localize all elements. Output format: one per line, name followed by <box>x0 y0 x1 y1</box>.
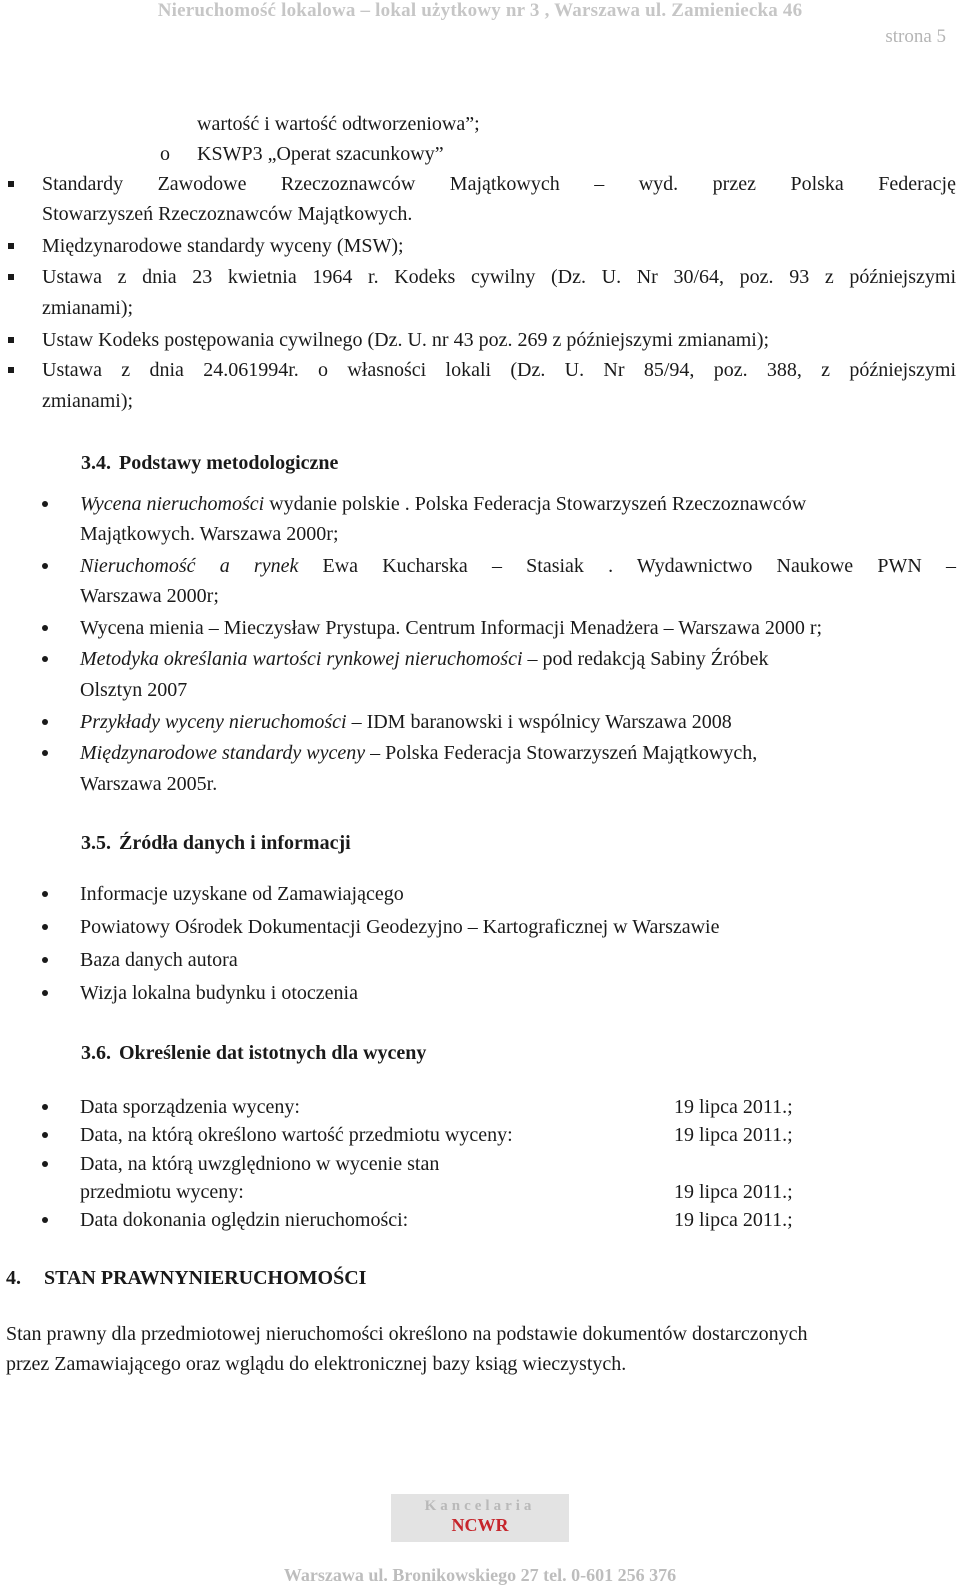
item-text: – IDM baranowski i wspólnicy Warszawa 2008 <box>346 711 732 733</box>
bullet-icon <box>42 1132 48 1138</box>
bibliography-item <box>80 741 757 765</box>
bibliography-item <box>80 710 732 734</box>
paragraph-line: Stan prawny dla przedmiotowej nieruchomości określono na podstawie dokumentów dostarczonych <box>6 1323 808 1345</box>
section-number: 3.5. <box>81 832 111 854</box>
item-italic-title: Międzynarodowe standardy wyceny <box>80 742 366 764</box>
square-bullet-icon <box>8 274 14 280</box>
legal-source-item-cont: Stowarzyszeń Rzeczoznawców Majątkowych. <box>42 203 413 225</box>
section-heading-3-4 <box>81 451 338 475</box>
bibliography-item <box>80 647 769 671</box>
date-value: 19 lipca 2011.; <box>674 1124 793 1146</box>
legal-source-item: Ustawa z dnia 23 kwietnia 1964 r. Kodeks cywilny (Dz. U. Nr 30/64, poz. 93 z późniejszymi <box>42 266 956 288</box>
bullet-icon <box>42 924 48 930</box>
hollow-bullet-icon: o <box>160 143 170 165</box>
date-value: 19 lipca 2011.; <box>674 1181 793 1203</box>
section-heading-4 <box>6 1266 366 1290</box>
item-text: Ewa Kucharska – Stasiak . Wydawnictwo Naukowe PWN – <box>298 555 956 577</box>
date-label: Data dokonania oględzin nieruchomości: <box>80 1209 409 1231</box>
bibliography-item <box>80 554 956 578</box>
square-bullet-icon <box>8 367 14 373</box>
bullet-icon <box>42 563 48 569</box>
square-bullet-icon <box>8 243 14 249</box>
bullet-icon <box>42 1161 48 1167</box>
bullet-icon <box>42 1217 48 1223</box>
paragraph-line: przez Zamawiającego oraz wglądu do elektronicznej bazy ksiąg wieczystych. <box>6 1353 627 1375</box>
bullet-icon <box>42 1104 48 1110</box>
date-label: Data sporządzenia wyceny: <box>80 1096 300 1118</box>
legal-source-item: Ustaw Kodeks postępowania cywilnego (Dz. U. nr 43 poz. 269 z późniejszymi zmianami); <box>42 329 770 351</box>
bullet-icon <box>42 719 48 725</box>
bullet-icon <box>42 990 48 996</box>
item-italic-title: Nieruchomość a rynek <box>80 555 299 577</box>
bibliography-item: Wycena mienia – Mieczysław Prystupa. Centrum Informacji Menadżera – Warszawa 2000 r; <box>80 617 823 639</box>
source-item: Baza danych autora <box>80 949 238 971</box>
date-label: Data, na którą uwzględniono w wycenie stan <box>80 1153 440 1175</box>
legal-source-item-cont: zmianami); <box>42 297 134 319</box>
running-header: Nieruchomość lokalowa – lokal użytkowy nr 3 , Warszawa ul. Zamieniecka 46 <box>157 0 803 21</box>
section-number: 3.4. <box>81 452 111 474</box>
section-heading-3-5 <box>81 831 351 855</box>
legal-source-item: Ustawa z dnia 24.061994r. o własności lokali (Dz. U. Nr 85/94, poz. 388, z późniejszymi <box>42 359 956 381</box>
bibliography-item-cont: Warszawa 2000r; <box>80 585 219 607</box>
item-italic-title: Przykłady wyceny nieruchomości <box>80 711 347 733</box>
bullet-icon <box>42 957 48 963</box>
bullet-icon <box>42 625 48 631</box>
bibliography-item <box>80 492 806 516</box>
date-value: 19 lipca 2011.; <box>674 1209 793 1231</box>
square-bullet-icon <box>8 337 14 343</box>
square-bullet-icon <box>8 181 14 187</box>
bibliography-item-cont: Majątkowych. Warszawa 2000r; <box>80 523 339 545</box>
source-item: Wizja lokalna budynku i otoczenia <box>80 982 358 1004</box>
item-text: – pod redakcją Sabiny Źróbek <box>522 648 769 670</box>
legal-source-item: Standardy Zawodowe Rzeczoznawców Majątkowych – wyd. przez Polska Federację <box>42 173 956 195</box>
item-text: – Polska Federacja Stowarzyszeń Majątkowych, <box>365 742 758 764</box>
date-label: Data, na którą określono wartość przedmiotu wyceny: <box>80 1124 513 1146</box>
bibliography-item-cont: Olsztyn 2007 <box>80 679 188 701</box>
source-item: Informacje uzyskane od Zamawiającego <box>80 883 404 905</box>
bullet-icon <box>42 656 48 662</box>
legal-source-item-cont: zmianami); <box>42 390 134 412</box>
bullet-icon <box>42 891 48 897</box>
section-title: STAN PRAWNYNIERUCHOMOŚCI <box>44 1267 367 1289</box>
source-item: Powiatowy Ośrodek Dokumentacji Geodezyjno – Kartograficznej w Warszawie <box>80 916 720 938</box>
item-italic-title: Wycena nieruchomości <box>80 493 265 515</box>
logo-firm-type: Kancelaria <box>424 1498 536 1514</box>
section-number: 4. <box>6 1267 21 1289</box>
sublist-continuation: wartość i wartość odtworzeniowa”; <box>197 113 480 135</box>
bullet-icon <box>42 750 48 756</box>
date-value: 19 lipca 2011.; <box>674 1096 793 1118</box>
section-title: Określenie dat istotnych dla wyceny <box>119 1042 427 1064</box>
logo-firm-name: NCWR <box>451 1515 509 1535</box>
item-text: wydanie polskie . Polska Federacja Stowarzyszeń Rzeczoznawców <box>264 493 807 515</box>
sublist-item: KSWP3 „Operat szacunkowy” <box>197 143 444 165</box>
bibliography-item-cont: Warszawa 2005r. <box>80 773 218 795</box>
date-label-cont: przedmiotu wyceny: <box>80 1181 244 1203</box>
section-title: Źródła danych i informacji <box>119 832 351 854</box>
section-title: Podstawy metodologiczne <box>119 452 339 474</box>
section-number: 3.6. <box>81 1042 111 1064</box>
item-italic-title: Metodyka określania wartości rynkowej nieruchomości <box>80 648 523 670</box>
page-number: strona 5 <box>885 26 946 47</box>
page-footer: Warszawa ul. Bronikowskiego 27 tel. 0-601 256 376 <box>283 1565 677 1585</box>
bullet-icon <box>42 501 48 507</box>
section-heading-3-6 <box>81 1041 426 1065</box>
legal-source-item: Międzynarodowe standardy wyceny (MSW); <box>42 235 404 257</box>
firm-logo <box>391 1494 569 1542</box>
